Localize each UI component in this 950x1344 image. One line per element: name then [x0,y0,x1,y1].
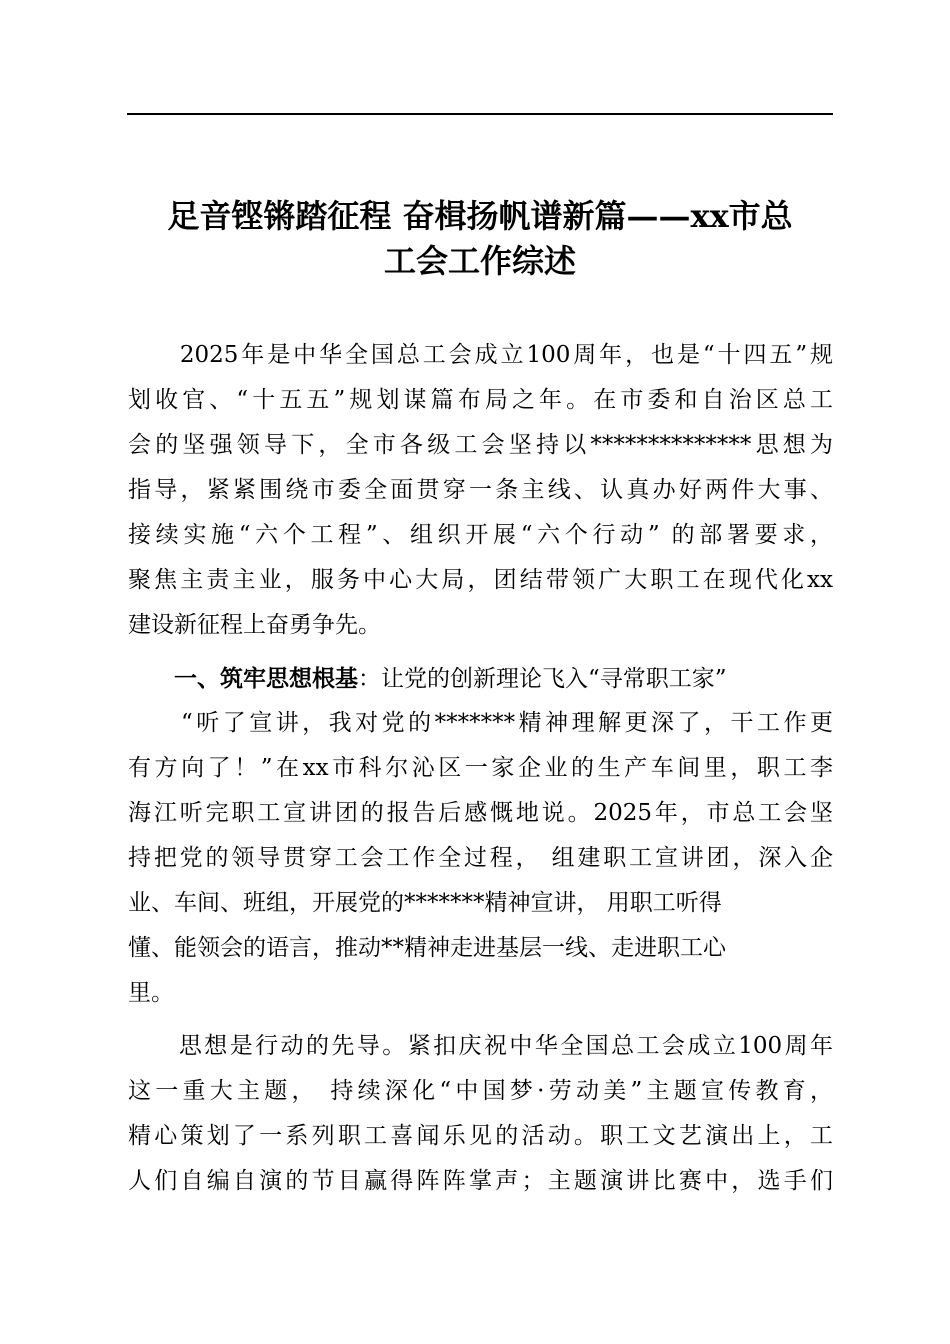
text-line: “听了宣讲，我对党的*******精神理解更深了，干工作更 [128,710,833,736]
title-line: 工会工作综述 [383,242,576,280]
text-line: 精心策划了一系列职工喜闻乐见的活动。职工文艺演出上，工 [128,1123,833,1149]
document-body [128,333,833,1204]
text-line: 思想是行动的先导。紧扣庆祝中华全国总工会成立100周年 [128,1033,833,1059]
text-line: 业、车间、班组，开展党的*******精神宣讲， 用职工听得 [128,890,722,916]
text-line: 2025年是中华全国总工会成立100周年，也是“十四五”规 [128,342,833,368]
paragraph-1 [128,333,833,648]
text-line: 有方向了！”在xx市科尔沁区一家企业的生产车间里，职工李 [128,755,833,781]
text-line: 持把党的领导贯穿工会工作全过程， 组建职工宣讲团，深入企 [128,845,833,871]
section-heading-1 [128,656,833,701]
text-line: 懂、能领会的语言，推动**精神走进基层一线、走进职工心 [128,935,726,961]
text-line: 里。 [128,980,174,1006]
text-line: 建设新征程上奋勇争先。 [128,612,381,638]
text-line: 会的坚强领导下，全市各级工会坚持以**************思想为 [128,432,833,458]
text-line: 这一重大主题， 持续深化“中国梦·劳动美”主题宣传教育， [128,1078,833,1104]
section-heading-label: 一、筑牢思想根基 [128,665,358,692]
text-line: 接续实施“六个工程”、组织开展“六个行动” 的部署要求， [128,522,833,548]
header-rule [127,113,833,115]
text-line: 划收官、“十五五”规划谋篇布局之年。在市委和自治区总工 [128,387,833,413]
text-line: 聚焦主责主业，服务中心大局，团结带领广大职工在现代化xx [128,567,833,593]
text-line: 海江听完职工宣讲团的报告后感慨地说。2025年，市总工会坚 [128,800,833,826]
title-line: 足音铿锵踏征程 奋楫扬帆谱新篇——xx市总 [167,197,793,235]
paragraph-3 [128,1024,833,1204]
text-line: 人们自编自演的节目赢得阵阵掌声；主题演讲比赛中，选手们 [128,1168,833,1194]
text-line: 指导，紧紧围绕市委全面贯穿一条主线、认真办好两件大事、 [128,477,833,503]
document-title [120,190,840,280]
paragraph-2 [128,701,833,1016]
section-heading-text: ：让党的创新理论飞入“寻常职工家” [358,666,727,692]
